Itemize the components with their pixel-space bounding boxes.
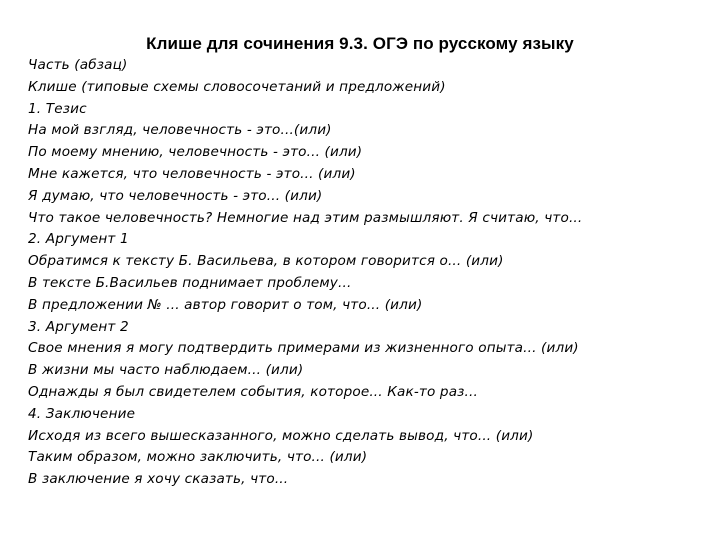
list-item: Свое мнения я могу подтвердить примерами из жизненного опыта... (или): [28, 340, 579, 357]
cliche-list: [28, 55, 708, 491]
list-item: Однажды я был свидетелем события, которое... Как-то раз...: [28, 383, 478, 400]
list-item: Исходя из всего вышесказанного, можно сделать вывод, что... (или): [28, 427, 534, 444]
list-item: В заключение я хочу сказать, что...: [28, 471, 289, 488]
section-heading-argument-2: 3. Аргумент 2: [28, 318, 129, 335]
section-heading-conclusion: 4. Заключение: [28, 405, 136, 422]
section-heading-argument-1: 2. Аргумент 1: [28, 231, 129, 248]
list-item: В тексте Б.Васильев поднимает проблему...: [28, 274, 352, 291]
list-item: По моему мнению, человечность - это... (или): [28, 144, 363, 161]
list-item-cliche-header: Клише (типовые схемы словосочетаний и предложений): [28, 78, 446, 95]
page-title: Клише для сочинения 9.3. ОГЭ по русскому языку: [146, 34, 574, 53]
list-item: В предложении № ... автор говорит о том, что... (или): [28, 296, 423, 313]
list-item: Я думаю, что человечность - это... (или): [28, 187, 323, 204]
list-item: Обратимся к тексту Б. Васильева, в котором говорится о... (или): [28, 253, 504, 270]
list-item: Мне кажется, что человечность - это... (или): [28, 165, 356, 182]
list-item: Таким образом, можно заключить, что... (или): [28, 449, 368, 466]
list-item: В жизни мы часто наблюдаем... (или): [28, 362, 304, 379]
section-heading-thesis: 1. Тезис: [28, 100, 87, 117]
list-item-part-header: Часть (абзац): [28, 57, 128, 73]
list-item: На мой взгляд, человечность - это...(или): [28, 122, 332, 139]
list-item: Что такое человечность? Немногие над этим размышляют. Я считаю, что...: [28, 209, 583, 226]
